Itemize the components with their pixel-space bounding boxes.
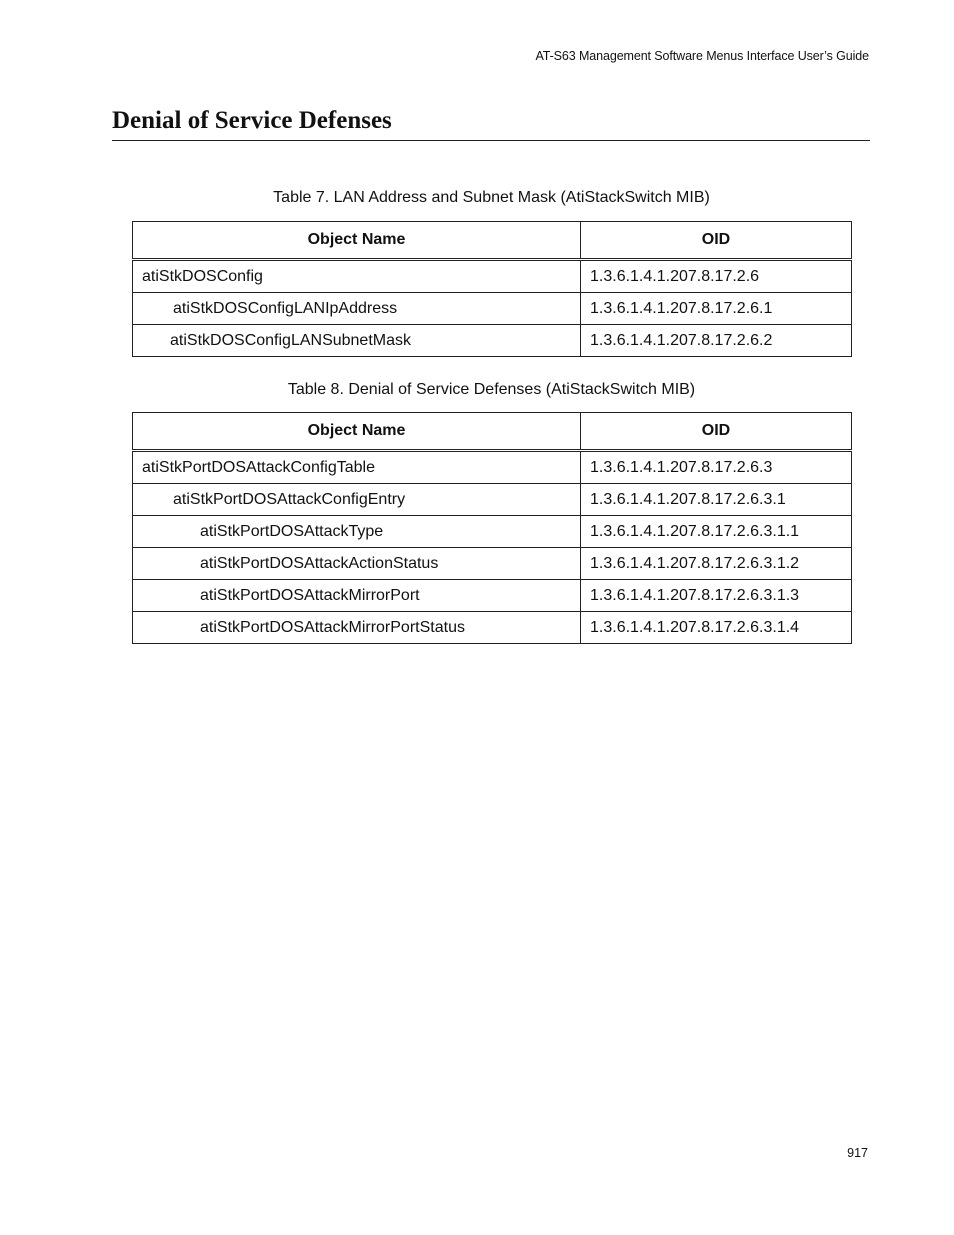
page-number: 917 xyxy=(847,1146,868,1160)
object-name-cell: atiStkPortDOSAttackConfigEntry xyxy=(133,484,581,516)
oid-cell: 1.3.6.1.4.1.207.8.17.2.6.3 xyxy=(581,451,852,484)
dos-defenses-table xyxy=(132,412,852,644)
object-name-cell: atiStkPortDOSAttackMirrorPortStatus xyxy=(133,612,581,644)
oid-cell: 1.3.6.1.4.1.207.8.17.2.6.3.1.4 xyxy=(581,612,852,644)
table-row xyxy=(133,260,852,293)
table7-caption: Table 7. LAN Address and Subnet Mask (AtiStackSwitch MIB) xyxy=(273,189,710,206)
running-header: AT-S63 Management Software Menus Interface User’s Guide xyxy=(535,49,869,63)
table-row xyxy=(133,484,852,516)
object-name-cell: atiStkDOSConfigLANIpAddress xyxy=(133,293,581,325)
oid-cell: 1.3.6.1.4.1.207.8.17.2.6 xyxy=(581,260,852,293)
object-name-cell: atiStkPortDOSAttackConfigTable xyxy=(133,451,581,484)
column-header-oid: OID xyxy=(581,413,852,451)
table-row xyxy=(133,580,852,612)
oid-cell: 1.3.6.1.4.1.207.8.17.2.6.2 xyxy=(581,325,852,357)
column-header-object-name: Object Name xyxy=(133,222,581,260)
lan-address-table xyxy=(132,221,852,357)
table-row xyxy=(133,516,852,548)
object-name-cell: atiStkPortDOSAttackType xyxy=(133,516,581,548)
oid-cell: 1.3.6.1.4.1.207.8.17.2.6.3.1.2 xyxy=(581,548,852,580)
object-name-cell: atiStkPortDOSAttackActionStatus xyxy=(133,548,581,580)
table-row xyxy=(133,451,852,484)
object-name-cell: atiStkPortDOSAttackMirrorPort xyxy=(133,580,581,612)
column-header-oid: OID xyxy=(581,222,852,260)
table8-caption: Table 8. Denial of Service Defenses (AtiStackSwitch MIB) xyxy=(287,381,696,398)
table-row xyxy=(133,548,852,580)
oid-cell: 1.3.6.1.4.1.207.8.17.2.6.3.1.3 xyxy=(581,580,852,612)
table-row xyxy=(133,612,852,644)
object-name-cell: atiStkDOSConfigLANSubnetMask xyxy=(133,325,581,357)
column-header-object-name: Object Name xyxy=(133,413,581,451)
table-row xyxy=(133,325,852,357)
oid-cell: 1.3.6.1.4.1.207.8.17.2.6.3.1.1 xyxy=(581,516,852,548)
oid-cell: 1.3.6.1.4.1.207.8.17.2.6.3.1 xyxy=(581,484,852,516)
object-name-cell: atiStkDOSConfig xyxy=(133,260,581,293)
table-header-row xyxy=(133,222,852,260)
oid-cell: 1.3.6.1.4.1.207.8.17.2.6.1 xyxy=(581,293,852,325)
table-header-row xyxy=(133,413,852,451)
title-rule xyxy=(112,140,870,141)
section-title: Denial of Service Defenses xyxy=(112,107,392,134)
table-row xyxy=(133,293,852,325)
